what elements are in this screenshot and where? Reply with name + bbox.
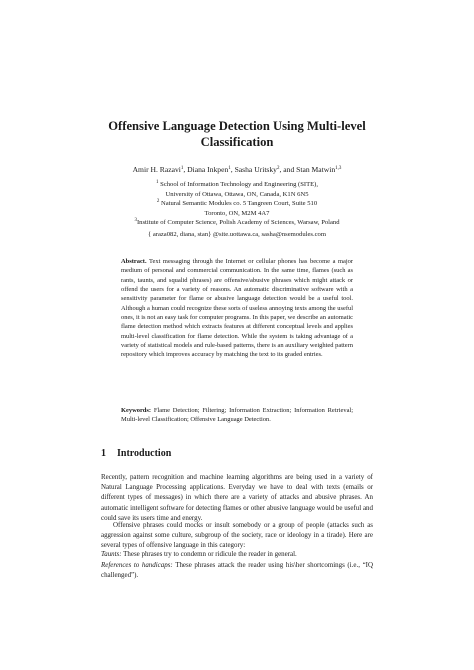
body-paragraph-handicaps <box>101 560 373 580</box>
affiliation-line-3: $^2$ Natural Semantic Modules co. 5 Tangreen Court, Suite 510 <box>156 199 318 208</box>
title-line-2: Classification <box>200 135 274 149</box>
author-3: , Sasha Uritsky <box>230 165 277 174</box>
abstract-text: Text messaging through the Internet or cellular phones has become a major medium of personal and commercial communication. In the same time, flames (such as rants, taunts, and squalid phrases) are offensive/abusive phrases which might attack or offend the users for a variety of reasons. An automatic discriminative software with a sensitivity parameter for flame or abusive language detection would be a useful tool. Although a human could recognize these sorts of useless annoying texts among the useful ones, it is not an easy task for computer programs. In this paper, we describe an automatic flame detection method which extracts features at different conceptual levels and applies multi-level classification for flame detection. While the system is taking advantage of a variety of statistical models and rule-based patterns, there is an auxiliary weighted pattern repository which improves accuracy by matching the text to its graded entries. <box>121 258 353 359</box>
affiliations <box>80 180 394 240</box>
author-4-affil: 1,3 <box>335 166 342 171</box>
author-4: , and Stan Matwin <box>279 165 336 174</box>
keywords <box>121 406 353 425</box>
taunts-text: These phrases try to condemn or ridicule the reader in general. <box>121 550 297 558</box>
handicaps-label: References to handicaps: <box>101 561 173 569</box>
section-heading <box>101 448 171 459</box>
author-2-affil: 1 <box>228 166 231 171</box>
affiliation-line-1: $^1$ School of Information Technology and Engineering (SITE), <box>156 180 318 188</box>
section-number: 1 <box>101 448 106 459</box>
contact-emails: { araza082, diana, stan} @site.uottawa.ca, sasha@nsemodules.com <box>148 230 326 238</box>
keywords-label: Keywords: <box>121 407 152 414</box>
author-1: Amir H. Razavi <box>132 165 181 174</box>
taunts-label: Taunts: <box>101 550 122 558</box>
body-paragraph-taunts <box>101 549 373 559</box>
author-2: , Diana Inkpen <box>183 165 229 174</box>
keywords-text: Flame Detection; Filtering; Information Extraction; Information Retrieval; Multi-level Classification; Offensive Language Detection. <box>121 407 353 424</box>
affiliation-line-2: University of Ottawa, Ottawa, ON, Canada, K1N 6N5 <box>165 190 309 198</box>
author-3-affil: 2 <box>276 166 280 171</box>
affiliation-line-5: $^3$Institute of Computer Science, Polish Academy of Sciences, Warsaw, Poland <box>134 218 340 227</box>
author-1-affil: 1 <box>180 166 184 171</box>
affiliation-line-4: Toronto, ON, M2M 4A7 <box>204 209 270 217</box>
section-title: Introduction <box>117 448 172 459</box>
body-paragraph-1: Recently, pattern recognition and machine learning algorithms are being used in a variety of Natural Language Processing applications. Everyday we have to deal with texts (emails or different types of messages) in which there are a variety of attacks and abusive phrases. An automatic intelligent software for detecting flames or other abusive language would be useful and could save its users time and energy. <box>101 473 373 522</box>
paper-title <box>60 118 414 150</box>
author-list <box>60 165 414 175</box>
handicaps-text: These phrases attack the reader using his\her shortcomings (i.e., “IQ challenged”). <box>101 561 374 580</box>
abstract <box>121 257 353 360</box>
body-paragraph-2: Offensive phrases could mocks or insult somebody or a group of people (attacks such as aggression against some culture, subgroup of the society, race or ideology in a tirade). Here are several types of offensive language in this category: <box>101 521 373 550</box>
abstract-label: Abstract. <box>121 258 147 265</box>
title-line-1: Offensive Language Detection Using Multi-level <box>108 119 366 133</box>
